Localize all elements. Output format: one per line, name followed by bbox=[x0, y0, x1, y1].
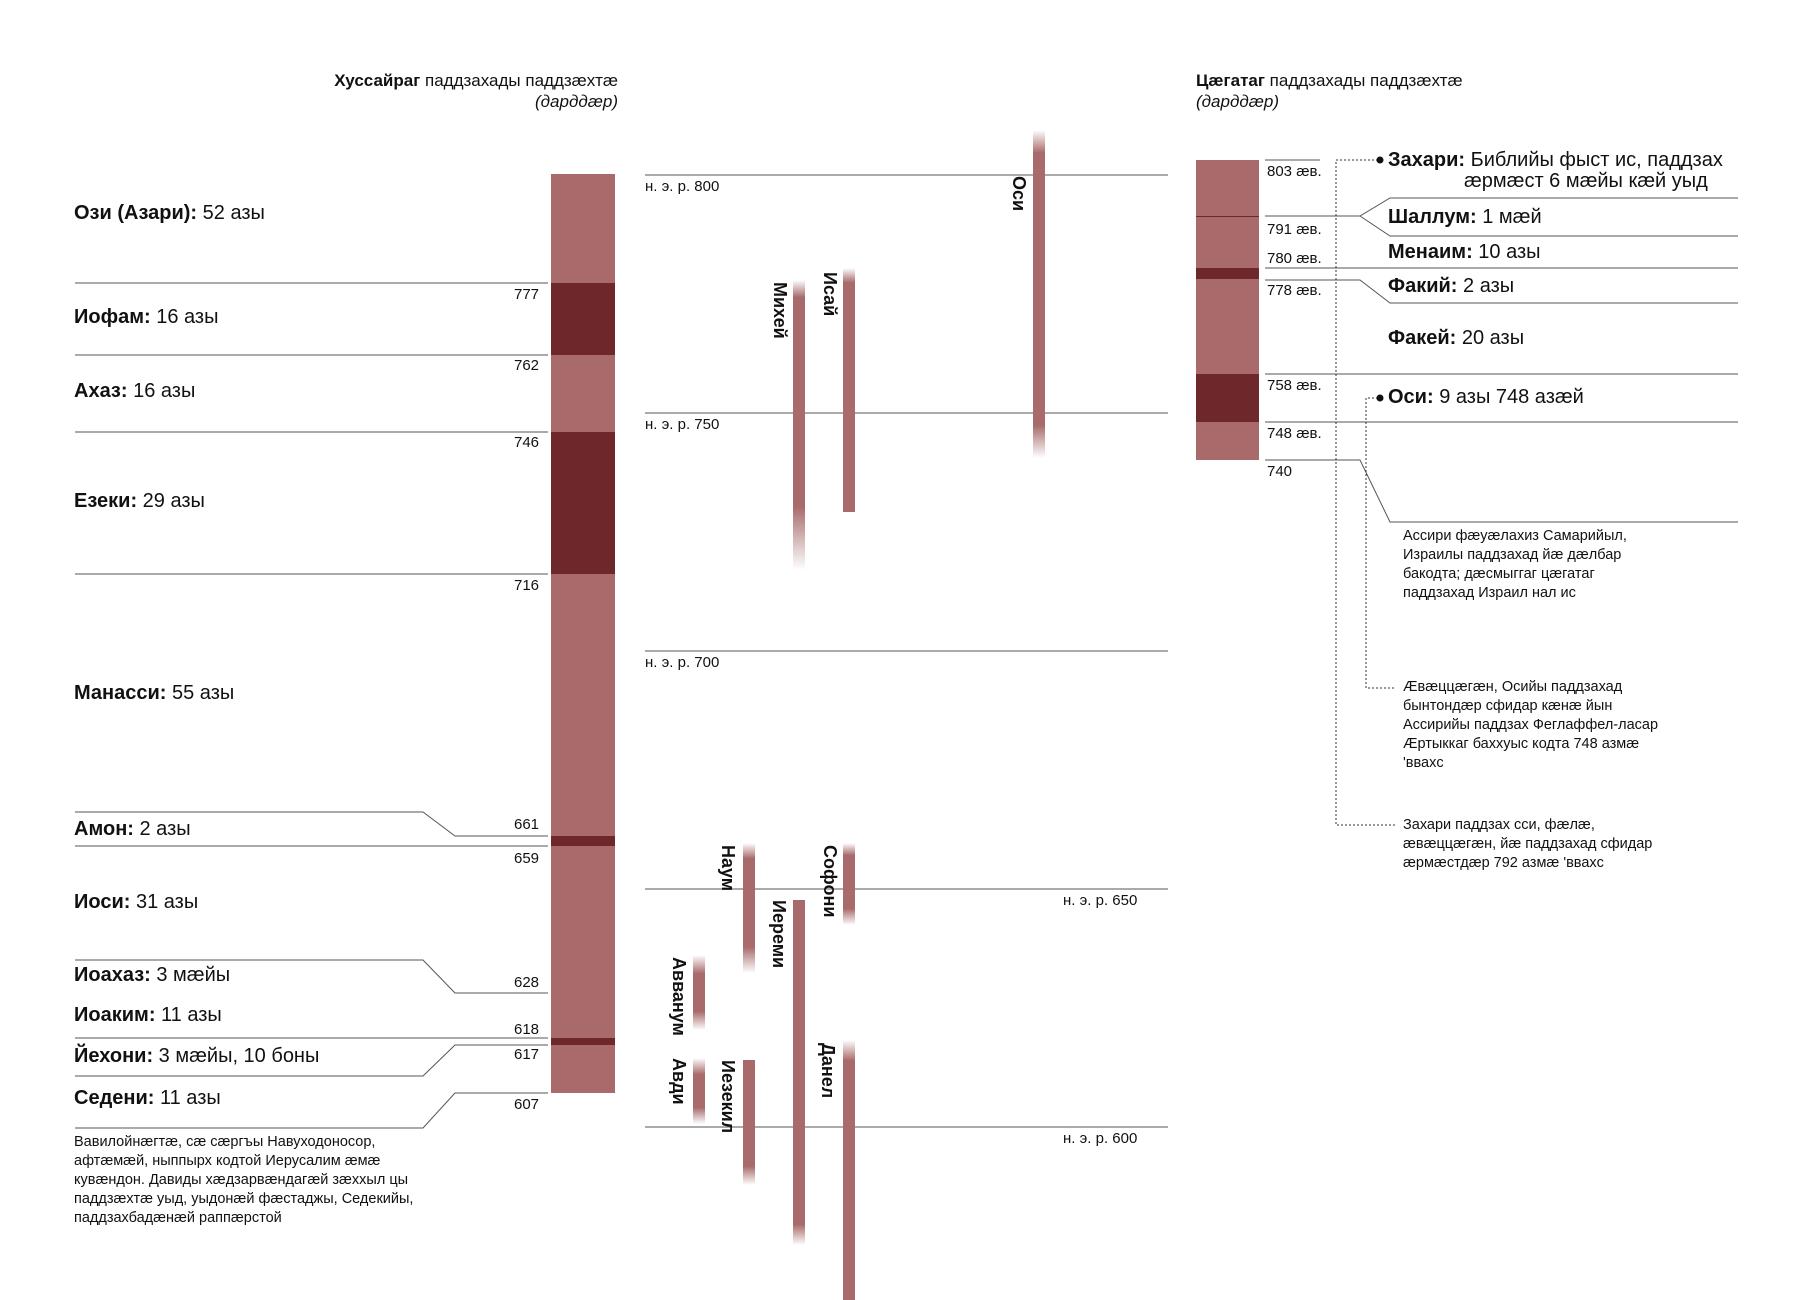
prophet-label-ieremi: Иереми bbox=[769, 900, 789, 969]
year-label: 628 bbox=[514, 974, 540, 991]
year-label: 777 bbox=[514, 286, 540, 303]
prophet-label-isai: Исай bbox=[820, 272, 840, 317]
king-ioahaz: Иоахаз: 3 мæйы bbox=[74, 964, 231, 986]
year-label: 762 bbox=[514, 357, 540, 374]
prophet-bar-sofoni bbox=[843, 843, 855, 925]
prophet-label-avdi: Авди bbox=[669, 1058, 689, 1105]
king-shallum: Шаллум: 1 мæй bbox=[1388, 206, 1542, 228]
king-ezeki: Езеки: 29 азы bbox=[74, 490, 205, 512]
king-osi: Оси: 9 азы 748 азæй bbox=[1388, 386, 1584, 408]
year-label: 607 bbox=[514, 1096, 540, 1113]
king-zahari: Захари: Библийы фыст ис, паддзах æрмæст 6 мæйы кæй уыд bbox=[1388, 149, 1723, 192]
year-label: 659 bbox=[514, 850, 540, 867]
year-label: 661 bbox=[514, 816, 540, 833]
prophet-bar-mihei bbox=[793, 280, 805, 570]
king-fakii: Факий: 2 азы bbox=[1388, 275, 1515, 297]
era-label: н. э. р. 650 bbox=[1063, 892, 1138, 909]
era-label: н. э. р. 750 bbox=[645, 416, 720, 433]
king-menaim: Менаим: 10 азы bbox=[1388, 241, 1541, 263]
prophet-label-avvanum: Авванум bbox=[669, 957, 689, 1036]
prophet-bar-avvanum bbox=[693, 955, 705, 1030]
israel-year-label: 778 æв. bbox=[1267, 282, 1322, 299]
israel-year-label: 803 æв. bbox=[1267, 163, 1322, 180]
prophet-label-sofoni: Софони bbox=[820, 845, 840, 918]
babylon-note: Вавилойнæгтæ, сæ сæргъы Навуходоносор, афтæмæй, ныппырх кодтой Иерусалим æмæ кувæндон. Давиды хæдзарвæндагæй зæххыл цы паддзæхтæ уыд, уыдонæй фæстаджы, Седекийы, паддзахбадæнæй раппæрстой bbox=[74, 1134, 414, 1226]
israel-year-label: 758 æв. bbox=[1267, 377, 1322, 394]
year-label: 618 bbox=[514, 1021, 540, 1038]
prophet-label-naum: Наум bbox=[718, 845, 738, 892]
king-iosi: Иоси: 31 азы bbox=[74, 891, 199, 913]
year-label: 746 bbox=[514, 434, 540, 451]
prophet-label-danel: Данел bbox=[818, 1043, 838, 1099]
assyria-note: Ассири фæуæлахиз Самарийыл, Израилы паддзахад йæ дæлбар бакодта; дæсмыггаг цæгатаг паддзахад Израил нал ис bbox=[1403, 528, 1627, 601]
judah-header: Хуссайраг паддзахады паддзæхтæ (дарддæр) bbox=[334, 71, 618, 111]
israel-year-label: 780 æв. bbox=[1267, 250, 1322, 267]
year-label: 617 bbox=[514, 1046, 540, 1063]
israel-year-label: 748 æв. bbox=[1267, 425, 1322, 442]
era-label: н. э. р. 800 bbox=[645, 178, 720, 195]
prophet-label-mihei: Михей bbox=[770, 282, 790, 339]
prophet-bar-isai bbox=[843, 268, 855, 512]
king-manassi: Манасси: 55 азы bbox=[74, 682, 235, 704]
prophet-bar-avdi bbox=[693, 1058, 705, 1124]
prophet-bar-iezekil bbox=[743, 1060, 755, 1185]
era-label: н. э. р. 700 bbox=[645, 654, 720, 671]
prophet-bar-osi bbox=[1033, 130, 1045, 458]
prophet-label-osi: Оси bbox=[1009, 176, 1029, 212]
zahari-reign-note: Захари паддзах сси, фæлæ, æвæццæгæн, йæ паддзахад сфидар æрмæстдæр 792 азмæ 'вваxс bbox=[1403, 817, 1653, 871]
king-ahaz: Ахаз: 16 азы bbox=[74, 380, 196, 402]
prophet-bar-naum bbox=[743, 843, 755, 973]
king-iofam: Иофам: 16 азы bbox=[74, 306, 219, 328]
israel-year-label: 740 bbox=[1267, 463, 1293, 480]
king-amon: Амон: 2 азы bbox=[74, 818, 191, 840]
israel-year-label: 791 æв. bbox=[1267, 221, 1322, 238]
king-ozi: Ози (Азари): 52 азы bbox=[74, 202, 265, 224]
king-ioakim: Иоаким: 11 азы bbox=[74, 1004, 222, 1026]
king-sedeni: Седени: 11 азы bbox=[74, 1087, 221, 1109]
king-fakei: Факей: 20 азы bbox=[1388, 327, 1525, 349]
year-label: 716 bbox=[514, 577, 540, 594]
israel-header: Цæгатаг паддзахады паддзæхтæ (дарддæр) bbox=[1196, 71, 1463, 111]
era-label: н. э. р. 600 bbox=[1063, 1130, 1138, 1147]
prophet-bar-danel bbox=[843, 1040, 855, 1300]
prophet-label-iezekil: Иезекил bbox=[718, 1060, 738, 1134]
prophet-bar-ieremi bbox=[793, 900, 805, 1245]
osi-reign-note: Æвæццæгæн, Осийы паддзахад бынтондæр сфидар кæнæ йын Ассирийы паддзах Феглаффел-ласар Æртыккаг баххуыс кодта 748 азмæ 'вваxс bbox=[1403, 679, 1659, 771]
king-iehoni: Йехони: 3 мæйы, 10 боны bbox=[74, 1045, 320, 1067]
